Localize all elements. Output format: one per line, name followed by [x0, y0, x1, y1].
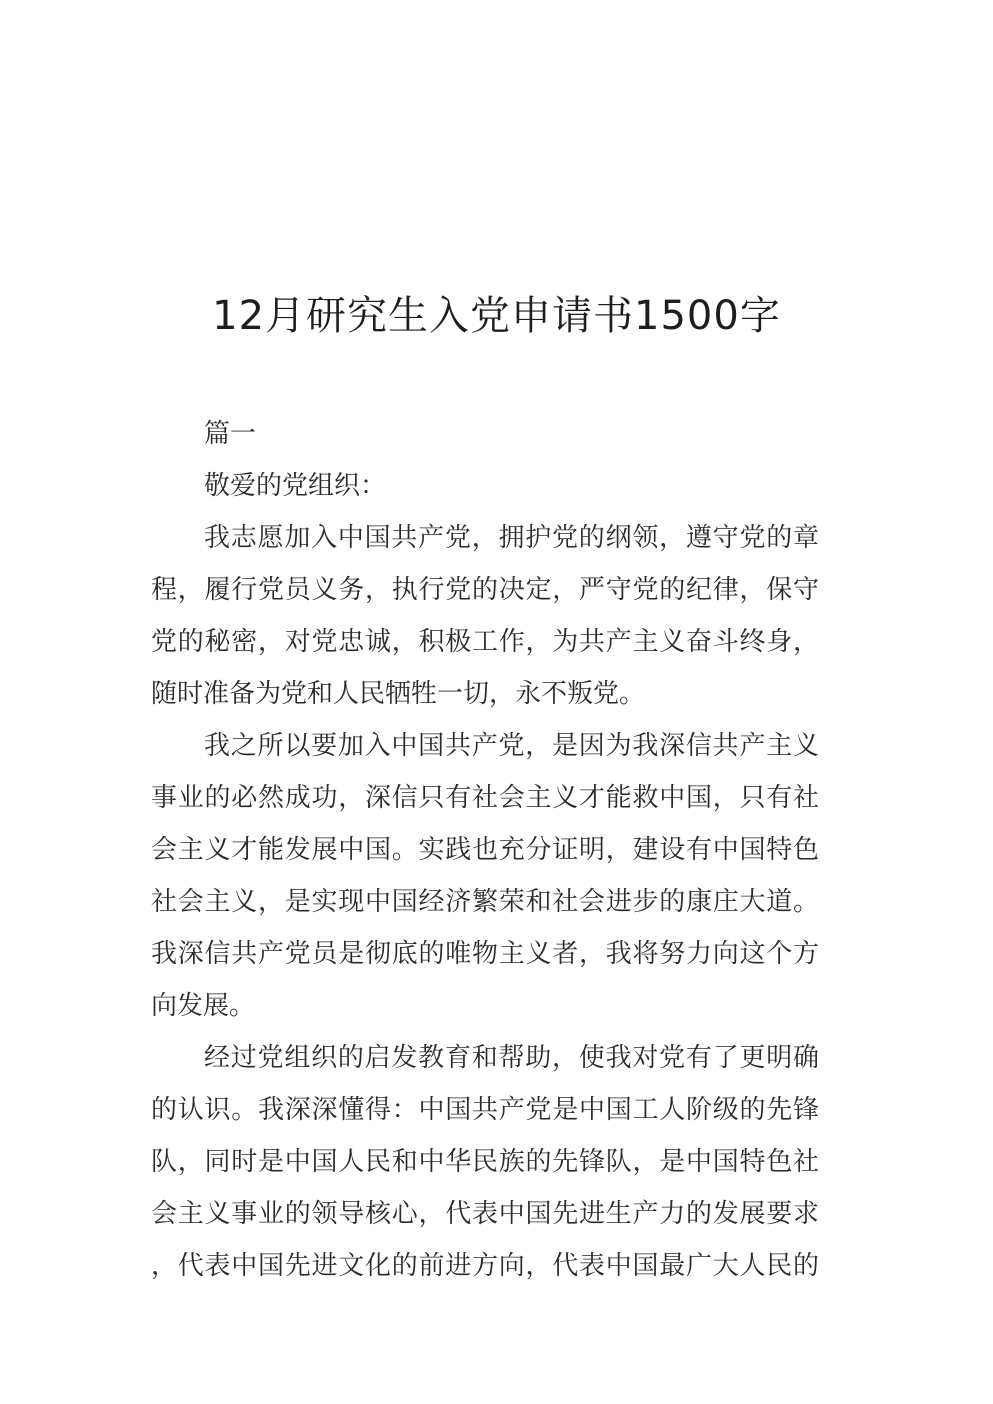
text-line: 随时准备为党和人民牺牲一切，永不叛党。 — [151, 679, 646, 709]
document-title: 12月研究生入党申请书1500字 — [212, 293, 781, 339]
text-line: 敬爱的党组织： — [204, 471, 387, 501]
text-line: 我志愿加入中国共产党，拥护党的纲领，遵守党的章 — [204, 523, 819, 553]
text-line: 事业的必然成功，深信只有社会主义才能救中国，只有社 — [151, 783, 819, 813]
text-line: 党的秘密，对党忠诚，积极工作，为共产主义奋斗终身， — [151, 627, 819, 657]
document-body — [151, 408, 819, 1292]
text-line: 篇一 — [204, 419, 257, 449]
text-line: 我深信共产党员是彻底的唯物主义者，我将努力向这个方 — [151, 939, 819, 969]
text-line: 的认识。我深深懂得：中国共产党是中国工人阶级的先锋 — [151, 1095, 819, 1125]
text-line: 我之所以要加入中国共产党，是因为我深信共产主义 — [204, 731, 819, 761]
text-line: 会主义事业的领导核心，代表中国先进生产力的发展要求 — [151, 1199, 819, 1229]
text-line: 社会主义，是实现中国经济繁荣和社会进步的康庄大道。 — [151, 887, 819, 917]
text-line: 队，同时是中国人民和中华民族的先锋队，是中国特色社 — [151, 1147, 819, 1177]
text-line: ，代表中国先进文化的前进方向，代表中国最广大人民的 — [151, 1251, 819, 1281]
text-line: 向发展。 — [151, 991, 256, 1021]
text-line: 经过党组织的启发教育和帮助，使我对党有了更明确 — [204, 1043, 819, 1073]
text-line: 程，履行党员义务，执行党的决定，严守党的纪律，保守 — [151, 575, 819, 605]
text-line: 会主义才能发展中国。实践也充分证明，建设有中国特色 — [151, 835, 819, 865]
